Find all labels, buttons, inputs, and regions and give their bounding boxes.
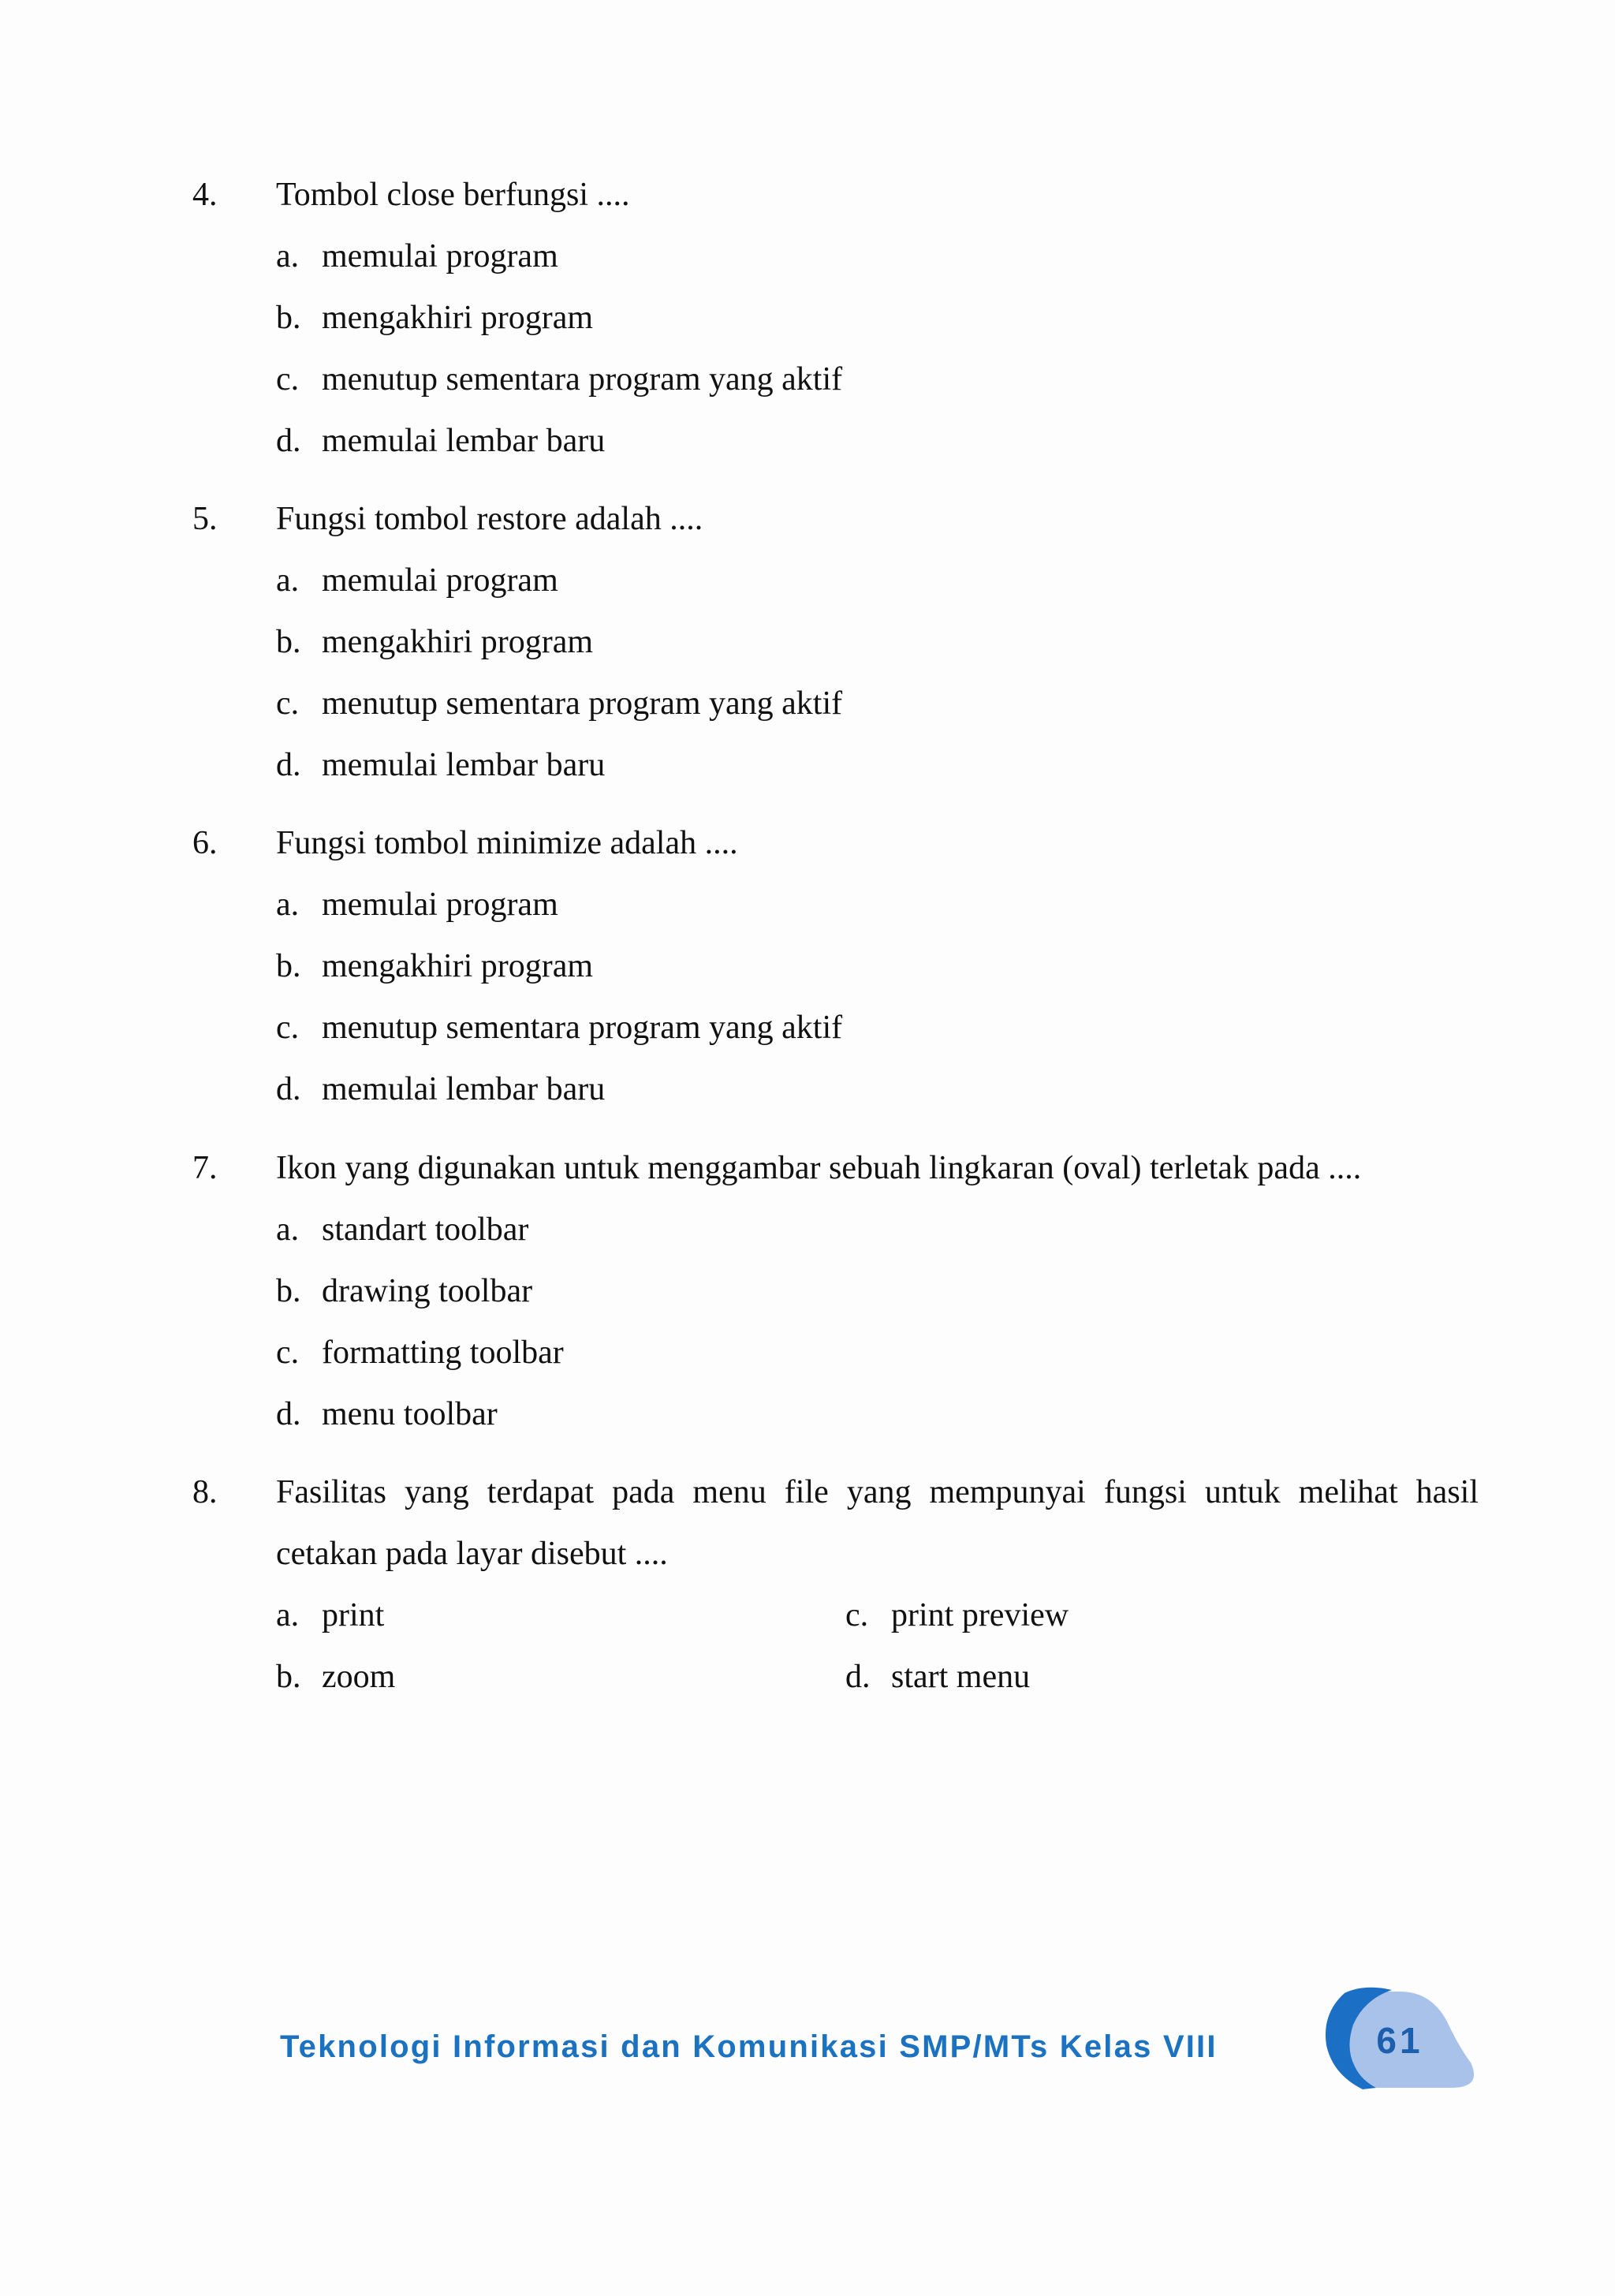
option-a (276, 558, 558, 603)
option-letter: b. (276, 624, 301, 660)
option-text: mengakhiri program (322, 948, 594, 984)
question-text: Fasilitas yang terdapat pada menu file yang mempunyai fungsi untuk melihat hasil cetakan pada layar disebut .... (276, 1474, 1479, 1572)
option-letter: a. (276, 238, 300, 274)
option-text: start menu (891, 1659, 1031, 1695)
option-letter: d. (845, 1659, 871, 1695)
option-c (276, 357, 842, 402)
option-a (276, 882, 558, 928)
option-letter: c. (845, 1597, 869, 1633)
question-text: Ikon yang digunakan untuk menggambar sebuah lingkaran (oval) terletak pada .... (276, 1150, 1362, 1186)
footer-book-title: Teknologi Informasi dan Komunikasi SMP/MTs Kelas VIII (280, 2029, 1218, 2064)
question-text: Tombol close berfungsi .... (276, 177, 630, 213)
option-b (276, 1268, 532, 1314)
option-letter: d. (276, 1071, 301, 1107)
option-c (276, 681, 842, 726)
option-letter: c. (276, 1010, 300, 1046)
option-letter: d. (276, 1396, 301, 1432)
option-d (845, 1654, 1030, 1700)
option-text: formatting toolbar (322, 1335, 564, 1371)
option-text: zoom (322, 1659, 396, 1695)
option-letter: a. (276, 1597, 300, 1633)
option-b (276, 943, 593, 989)
option-text: memulai lembar baru (322, 423, 606, 459)
option-letter: b. (276, 1659, 301, 1695)
option-text: memulai lembar baru (322, 747, 606, 783)
option-text: menutup sementara program yang aktif (322, 1010, 843, 1046)
question-text: Fungsi tombol restore adalah .... (276, 501, 703, 537)
option-text: menutup sementara program yang aktif (322, 685, 843, 722)
option-letter: a. (276, 562, 300, 599)
option-letter: b. (276, 948, 301, 984)
question-number: 5. (192, 501, 218, 537)
question-number: 6. (192, 825, 218, 861)
question-number: 7. (192, 1150, 218, 1186)
option-a (276, 233, 558, 279)
option-d (276, 1066, 605, 1112)
question-text: Fungsi tombol minimize adalah .... (276, 825, 738, 861)
option-letter: c. (276, 1335, 300, 1371)
option-text: drawing toolbar (322, 1273, 533, 1309)
option-letter: c. (276, 361, 300, 398)
option-letter: a. (276, 887, 300, 923)
option-c (276, 1330, 564, 1376)
option-text: mengakhiri program (322, 300, 594, 336)
option-text: print (322, 1597, 385, 1633)
option-d (276, 1391, 498, 1437)
option-text: menutup sementara program yang aktif (322, 361, 843, 398)
option-text: memulai program (322, 238, 558, 274)
option-text: standart toolbar (322, 1211, 529, 1248)
option-letter: b. (276, 300, 301, 336)
option-letter: d. (276, 747, 301, 783)
option-d (276, 742, 605, 788)
option-b (276, 295, 593, 341)
option-a (276, 1592, 384, 1638)
option-text: print preview (891, 1597, 1069, 1633)
option-d (276, 418, 605, 464)
option-a (276, 1207, 528, 1253)
option-text: memulai lembar baru (322, 1071, 606, 1107)
option-letter: c. (276, 685, 300, 722)
option-text: menu toolbar (322, 1396, 498, 1432)
option-letter: d. (276, 423, 301, 459)
option-letter: a. (276, 1211, 300, 1248)
question-number: 4. (192, 177, 218, 213)
question-number: 8. (192, 1474, 218, 1510)
option-text: memulai program (322, 887, 558, 923)
option-text: memulai program (322, 562, 558, 599)
option-text: mengakhiri program (322, 624, 594, 660)
option-letter: b. (276, 1273, 301, 1309)
option-b (276, 619, 593, 665)
option-b (276, 1654, 395, 1700)
page-number: 61 (1376, 2020, 1423, 2061)
option-c (845, 1592, 1069, 1638)
option-c (276, 1005, 842, 1051)
